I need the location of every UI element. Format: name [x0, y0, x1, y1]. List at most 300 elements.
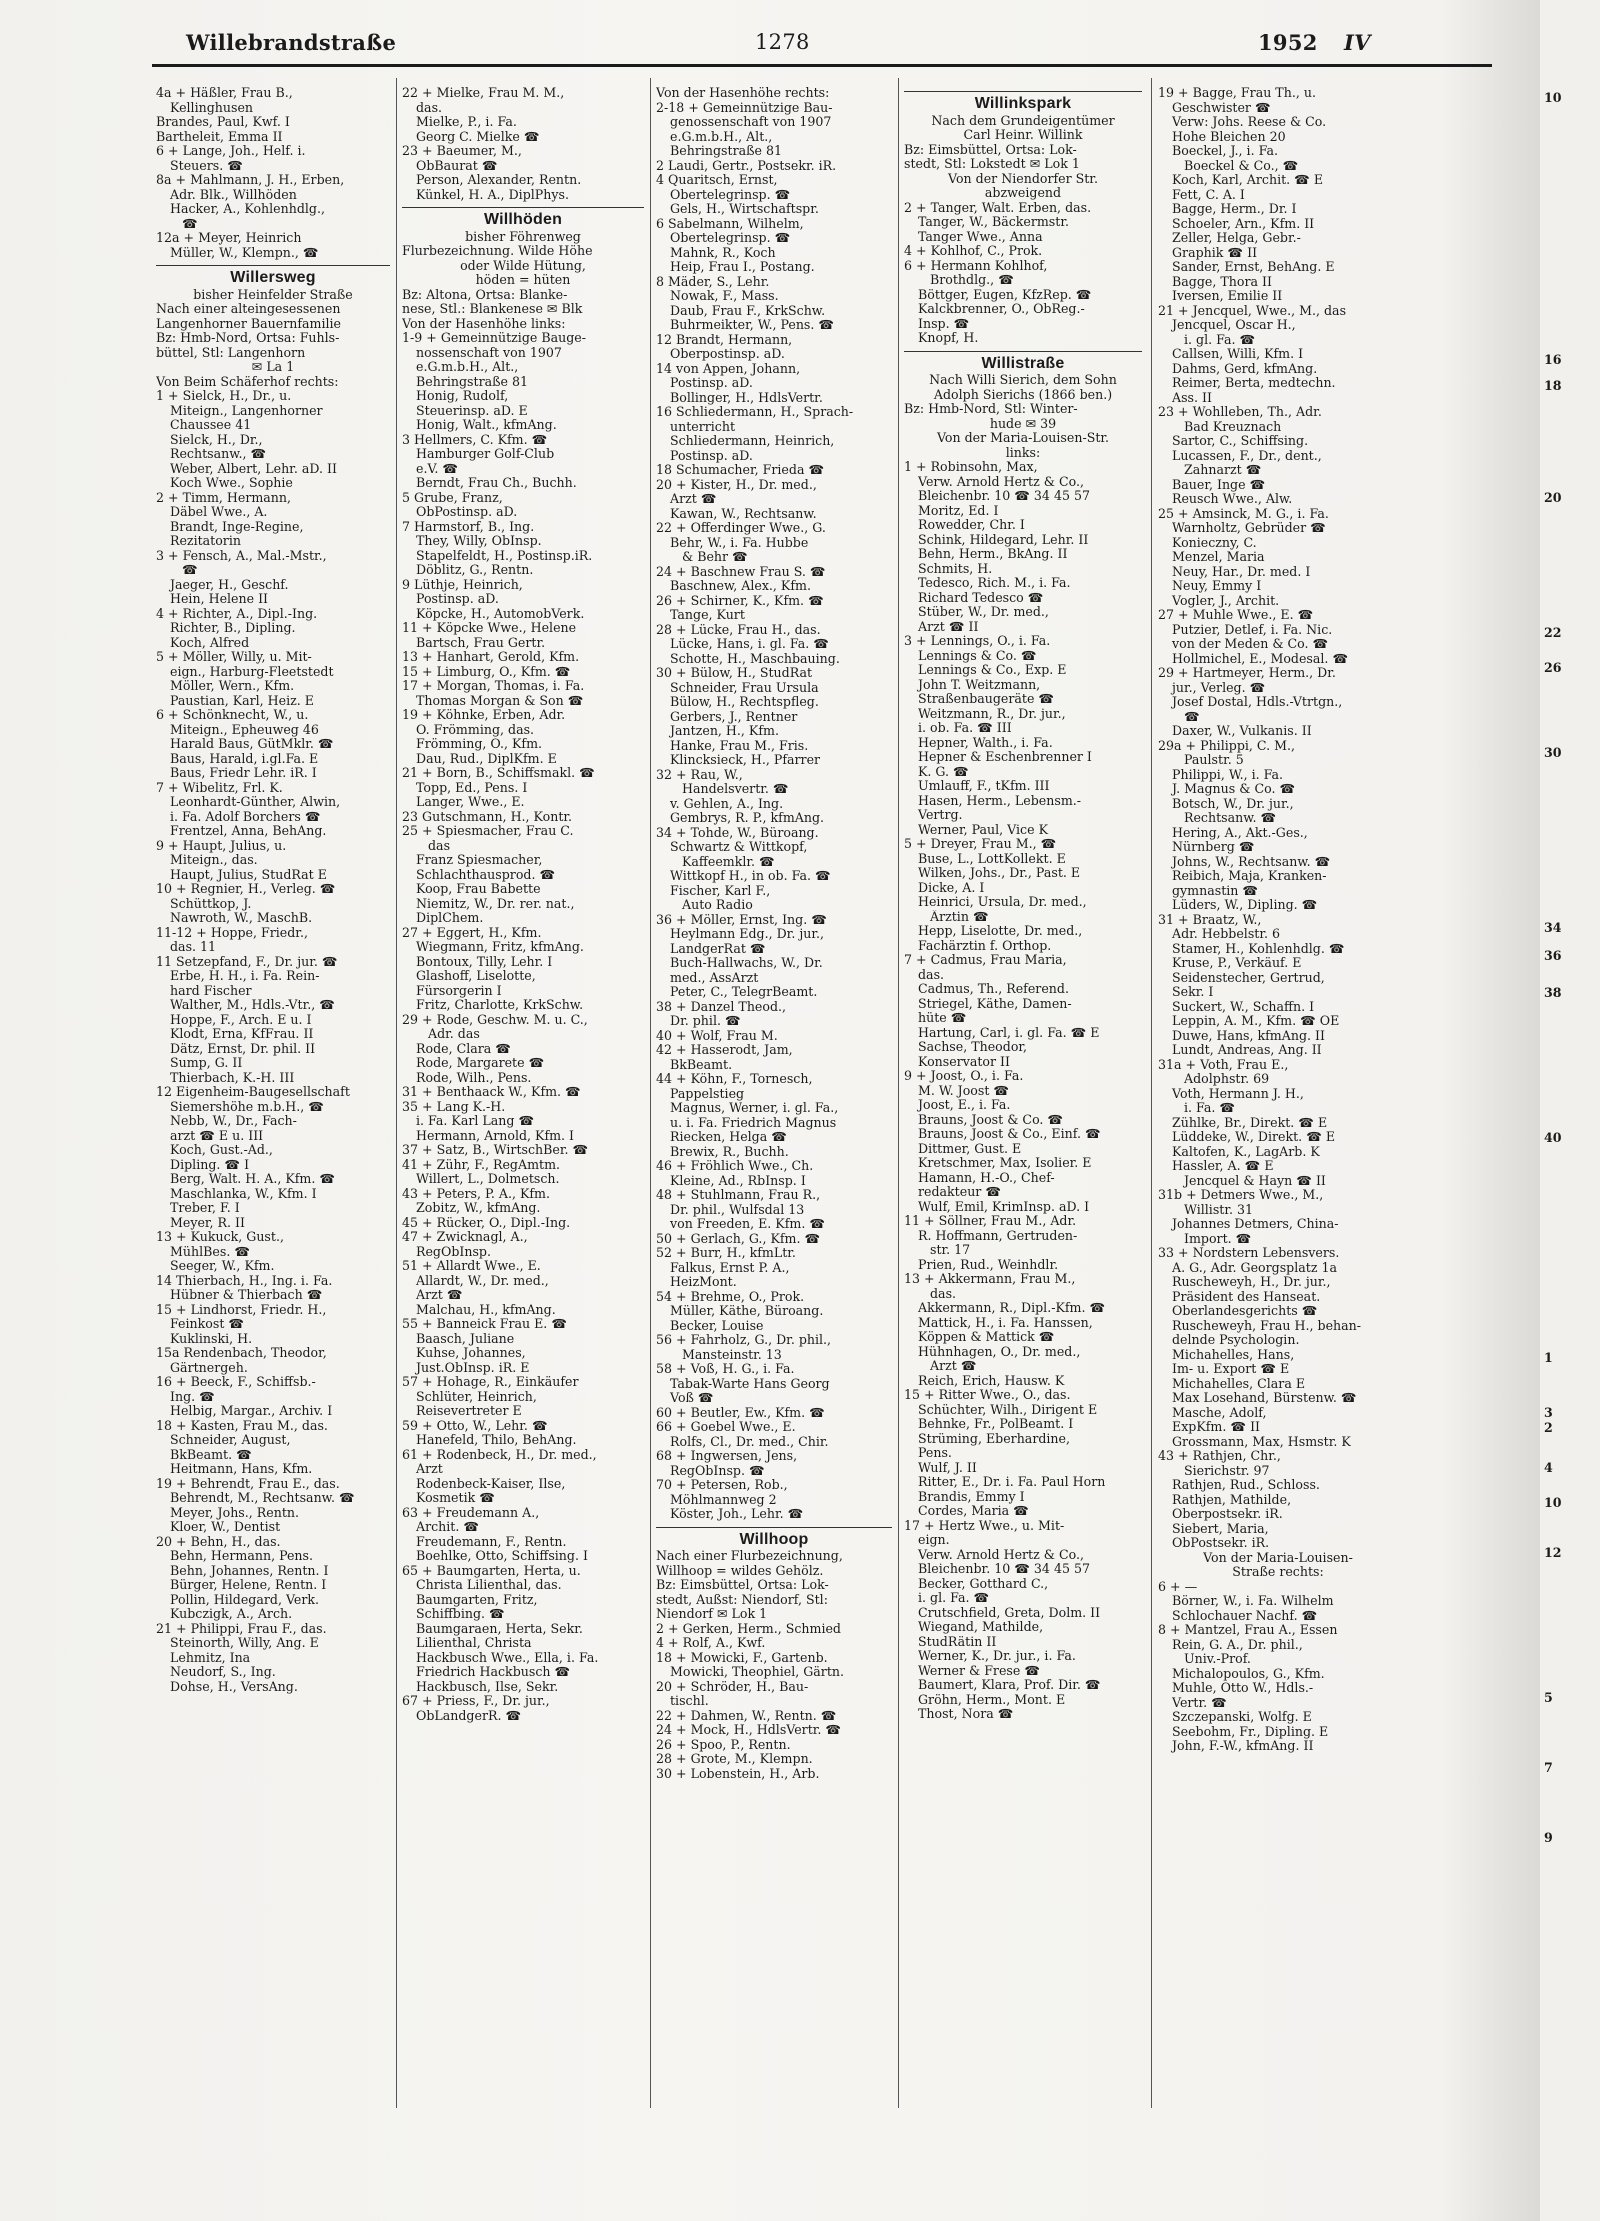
resident-line: Sartor, C., Schiffsing. [1172, 434, 1309, 448]
resident-line: Zeller, Helga, Gebr.- [1172, 231, 1301, 245]
house-entry: 11 + Köpcke Wwe., Helene [402, 621, 577, 635]
resident-line: das. 11 [170, 940, 217, 954]
resident-line: J. Magnus & Co. ☎ [1172, 782, 1296, 796]
resident-line: Umlauff, F., tKfm. III [918, 779, 1050, 793]
resident-line: Baumgaraen, Herta, Sekr. [416, 1621, 583, 1636]
resident-line: Obertelegrinsp. ☎ [670, 231, 791, 245]
resident-line: Klodt, Erna, KfFrau. II [170, 1027, 314, 1041]
resident-line: Nach Willi Sierich, dem Sohn [929, 373, 1117, 387]
house-entry: 57 + Hohage, R., Einkäufer [402, 1375, 579, 1389]
resident-line: Kretschmer, Max, Isolier. E [918, 1156, 1092, 1170]
resident-line: Paulstr. 5 [1184, 753, 1244, 767]
resident-line: Kellinghusen [170, 100, 254, 115]
house-entry: 59 + Otto, W., Lehr. ☎ [402, 1418, 548, 1433]
house-entry: Bz: Eimsbüttel, Ortsa: Lok- [904, 142, 1077, 157]
resident-line: Werner & Frese ☎ [918, 1663, 1041, 1678]
edge-fragment: 34 [1544, 920, 1562, 935]
resident-line: med., AssArzt [670, 970, 759, 985]
resident-line: Adolphstr. 69 [1184, 1072, 1270, 1086]
house-entry: 6 + Hermann Kohlhof, [904, 258, 1048, 273]
resident-line: Köppen & Mattick ☎ [918, 1330, 1055, 1344]
resident-line: e.G.m.b.H., Alt., [416, 360, 519, 374]
house-entry: büttel, Stl: Langenhorn [156, 345, 306, 360]
resident-line: Heitmann, Hans, Kfm. [170, 1462, 313, 1476]
resident-line: Hohe Bleichen 20 [1172, 129, 1286, 144]
resident-line: Dahms, Gerd, kfmAng. [1172, 361, 1318, 376]
resident-line: Seebohm, Fr., Dipling. E [1172, 1724, 1329, 1739]
resident-line: i. Fa. ☎ [1184, 1101, 1236, 1115]
resident-line: Dittmer, Gust. E [918, 1141, 1022, 1156]
edge-fragment: 38 [1544, 985, 1562, 1000]
resident-line: Mansteinstr. 13 [682, 1347, 782, 1362]
house-entry: 13 + Hanhart, Gerold, Kfm. [402, 650, 580, 664]
house-entry: 31 + Braatz, W., [1158, 912, 1262, 927]
house-entry: 56 + Fahrholz, G., Dr. phil., [656, 1333, 832, 1347]
resident-line: Weber, Albert, Lehr. aD. II [170, 461, 337, 476]
resident-line: Fürsorgerin I [416, 983, 502, 998]
resident-line: Seeger, W., Kfm. [170, 1259, 275, 1273]
resident-line: Arzt ☎ [670, 492, 717, 506]
edge-fragment: 7 [1544, 1760, 1553, 1775]
resident-line: Mowicki, Theophiel, Gärtn. [670, 1665, 845, 1679]
resident-line: Mattick, H., i. Fa. Hanssen, [918, 1315, 1093, 1330]
house-entry: 14 Thierbach, H., Ing. i. Fa. [156, 1273, 333, 1288]
resident-line: Suckert, W., Schaffn. I [1172, 999, 1315, 1014]
street-heading: Willersweg [230, 269, 316, 286]
resident-line: Konieczny, C. [1172, 535, 1257, 550]
edge-fragment: 36 [1544, 948, 1562, 963]
resident-line: Bagge, Thora II [1172, 274, 1272, 289]
house-entry: 21 + Jencquel, Wwe., M., das [1158, 303, 1347, 318]
resident-line: Magnus, Werner, i. gl. Fa., [670, 1101, 839, 1115]
resident-line: Brauns, Joost & Co. ☎ [918, 1112, 1064, 1127]
house-entry: 63 + Freudemann A., [402, 1505, 540, 1520]
resident-line: Schlochauer Nachf. ☎ [1172, 1608, 1318, 1623]
house-entry: 17 + Hertz Wwe., u. Mit- [904, 1518, 1065, 1533]
resident-line: Hermann, Arnold, Kfm. I [416, 1128, 575, 1143]
resident-line: Frömming, O., Kfm. [416, 737, 543, 751]
column-divider [650, 78, 651, 2108]
section-rule [904, 351, 1142, 352]
resident-line: Willert, L., Dolmetsch. [416, 1172, 560, 1186]
resident-line: Rode, Margarete ☎ [416, 1056, 545, 1070]
house-entry: Langenhorner Bauernfamilie [156, 316, 342, 331]
resident-line: Hanefeld, Thilo, BehAng. [416, 1433, 577, 1447]
resident-line: Max Losehand, Bürstenw. ☎ [1172, 1391, 1357, 1405]
resident-line: Köpcke, H., AutomobVerk. [416, 606, 585, 621]
resident-line: Werner, Paul, Vice K [918, 822, 1048, 837]
edge-fragment: 22 [1544, 625, 1562, 640]
house-entry: 4a + Häßler, Frau B., [156, 86, 293, 100]
edge-fragment: 10 [1544, 90, 1562, 105]
resident-line: Behr, W., i. Fa. Hubbe [670, 535, 809, 550]
resident-line: Dr. phil. ☎ [670, 1014, 741, 1028]
resident-line: Meyer, R. II [170, 1215, 245, 1230]
resident-line: Oberlandesgerichts ☎ [1172, 1304, 1318, 1318]
resident-line: Daub, Frau F., KrkSchw. [670, 303, 826, 318]
resident-line: Miteign., Epheuweg 46 [170, 722, 319, 737]
resident-line: Mielke, P., i. Fa. [416, 115, 517, 129]
resident-line: Boehlke, Otto, Schiffsing. I [416, 1549, 588, 1563]
house-entry: Nach einer Flurbezeichnung, [656, 1549, 843, 1563]
column-divider [396, 78, 397, 2108]
resident-line: Brandt, Inge-Regine, [170, 519, 304, 534]
column-divider [898, 78, 899, 2108]
house-entry: 11 Setzepfand, F., Dr. jur. ☎ [156, 954, 338, 969]
resident-line: Berg, Walt. H. A., Kfm. ☎ [170, 1172, 336, 1186]
resident-line: A. G., Adr. Georgsplatz 1a [1172, 1260, 1337, 1275]
resident-line: Lucassen, F., Dr., dent., [1172, 448, 1322, 463]
resident-line: Weitzmann, R., Dr. jur., [918, 706, 1066, 721]
section-rule [402, 207, 644, 208]
resident-line: Hoppe, F., Arch. E u. I [170, 1012, 312, 1027]
resident-line: Franz Spiesmacher, [416, 853, 543, 867]
resident-line: Cadmus, Th., Referend. [918, 982, 1069, 996]
house-entry: 15 + Limburg, O., Kfm. ☎ [402, 664, 571, 679]
resident-line: Haupt, Julius, StudRat E [170, 867, 327, 882]
resident-line: Johannes Detmers, China- [1172, 1217, 1339, 1231]
resident-line: Arzt ☎ [416, 1288, 463, 1302]
resident-line: Werner, K., Dr. jur., i. Fa. [918, 1649, 1076, 1663]
resident-line: Möller, Wern., Kfm. [170, 679, 295, 693]
house-entry: 23 + Wohlleben, Th., Adr. [1158, 405, 1322, 419]
resident-line: Cordes, Maria ☎ [918, 1504, 1029, 1518]
resident-line: Buch-Hallwachs, W., Dr. [670, 956, 823, 970]
resident-line: unterricht [670, 419, 736, 434]
resident-line: Rechtsanw. ☎ [1184, 811, 1277, 825]
resident-line: Pens. [918, 1446, 952, 1460]
resident-line: Mahnk, R., Koch [670, 245, 776, 260]
resident-line: Behrendt, M., Rechtsanw. ☎ [170, 1491, 355, 1505]
resident-line: Vogler, J., Archit. [1172, 593, 1280, 608]
house-entry: 22 + Dahmen, W., Rentn. ☎ [656, 1708, 837, 1723]
resident-line: Riecken, Helga ☎ [670, 1130, 787, 1144]
resident-line: Buhrmeikter, W., Pens. ☎ [670, 318, 835, 332]
resident-line: Ruscheweyh, H., Dr. jur., [1172, 1275, 1331, 1289]
resident-line: Malchau, H., kfmAng. [416, 1302, 556, 1317]
house-entry: 50 + Gerlach, G., Kfm. ☎ [656, 1231, 821, 1246]
resident-line: Reich, Erich, Hausw. K [918, 1373, 1065, 1388]
resident-line: Dr. phil., Wulfsdal 13 [670, 1202, 805, 1217]
resident-line: Rode, Clara ☎ [416, 1041, 511, 1056]
resident-line: Rowedder, Chr. I [918, 518, 1025, 532]
resident-line: Oberpostinsp. aD. [670, 347, 785, 361]
resident-line: e.G.m.b.H., Alt., [670, 129, 773, 144]
house-entry: 5 + Dreyer, Frau M., ☎ [904, 837, 1057, 851]
resident-line: ExpKfm. ☎ II [1172, 1420, 1261, 1434]
resident-line: eign. [918, 1533, 950, 1547]
house-entry: 66 + Goebel Wwe., E. [656, 1420, 796, 1434]
house-entry: 6 + Schönknecht, W., u. [156, 708, 309, 722]
resident-line: Friedrich Hackbusch ☎ [416, 1665, 571, 1679]
resident-line: Hepp, Liselotte, Dr. med., [918, 924, 1083, 938]
resident-line: Voß ☎ [670, 1391, 714, 1405]
resident-line: Honig, Rudolf, [416, 389, 509, 403]
house-entry: 2 + Gerken, Herm., Schmied [656, 1621, 841, 1636]
house-entry: 47 + Zwicknagl, A., [402, 1230, 528, 1244]
resident-line: Schwartz & Wittkopf, [670, 840, 808, 854]
resident-line: John, F.-W., kfmAng. II [1172, 1739, 1314, 1753]
resident-line: das. [416, 100, 443, 115]
resident-line: Von der Niendorfer Str. [948, 171, 1098, 186]
resident-line: Schüttkop, J. [170, 896, 252, 911]
resident-line: Peter, C., TelegrBeamt. [670, 985, 818, 999]
resident-line: Zahnarzt ☎ [1184, 463, 1262, 477]
resident-line: Insp. ☎ [918, 316, 970, 331]
resident-line: R. Hoffmann, Gertruden- [918, 1228, 1078, 1243]
resident-line: Bontoux, Tilly, Lehr. I [416, 954, 553, 969]
resident-line: links: [1005, 445, 1041, 460]
resident-line: MühlBes. ☎ [170, 1244, 251, 1259]
resident-line: Bauer, Inge ☎ [1172, 477, 1266, 492]
house-entry: 18 + Kasten, Frau M., das. [156, 1418, 328, 1433]
resident-line: Verw. Arnold Hertz & Co., [918, 1547, 1084, 1562]
resident-line: das. [918, 967, 945, 982]
resident-line: Ruscheweyh, Frau H., behan- [1172, 1318, 1362, 1333]
edge-fragment: 10 [1544, 1495, 1562, 1510]
house-entry: 31a + Voth, Frau E., [1158, 1057, 1289, 1072]
house-entry: 29 + Hartmeyer, Herm., Dr. [1158, 666, 1336, 680]
resident-line: Sump, G. II [170, 1056, 243, 1070]
house-entry: Brandes, Paul, Kwf. I [156, 115, 290, 129]
resident-line: höden = hüten [475, 273, 571, 287]
resident-line: Behringstraße 81 [670, 144, 782, 158]
house-entry: 67 + Priess, F., Dr. jur., [402, 1694, 550, 1708]
resident-line: Sachse, Theodor, [918, 1040, 1028, 1054]
house-entry: 19 + Bagge, Frau Th., u. [1158, 86, 1316, 100]
resident-line: Botsch, W., Dr. jur., [1172, 796, 1294, 811]
resident-line: Gärtnergeh. [170, 1360, 248, 1375]
house-entry: 6 + — [1158, 1579, 1198, 1594]
resident-line: Behnke, Fr., PolBeamt. I [918, 1417, 1074, 1431]
resident-line: Sierichstr. 97 [1184, 1463, 1270, 1478]
resident-line: Präsident des Hanseat. [1172, 1289, 1321, 1304]
house-entry: 31 + Benthaack W., Kfm. ☎ [402, 1085, 581, 1099]
resident-line: Lücke, Hans, i. gl. Fa. ☎ [670, 637, 829, 651]
resident-line: Vertrg. [918, 808, 963, 822]
resident-line: Von der Maria-Louisen-Str. [936, 431, 1110, 445]
resident-line: Rolfs, Cl., Dr. med., Chir. [670, 1434, 829, 1449]
house-entry: 14 von Appen, Johann, [656, 361, 801, 376]
house-entry: 6 Sabelmann, Wilhelm, [656, 216, 804, 231]
resident-line: ☎ [1184, 709, 1200, 724]
resident-line: Thost, Nora ☎ [918, 1707, 1014, 1721]
house-entry: 25 + Spiesmacher, Frau C. [402, 824, 574, 838]
resident-line: das. [930, 1286, 957, 1301]
resident-line: i. gl. Fa. ☎ [918, 1591, 990, 1605]
resident-line: Kubczigk, A., Arch. [170, 1607, 293, 1621]
resident-line: Döblitz, G., Rentn. [416, 563, 534, 577]
edge-fragment: 5 [1544, 1690, 1553, 1705]
house-entry: 45 + Rücker, O., Dipl.-Ing. [402, 1215, 571, 1230]
resident-line: Wulf, J. II [918, 1460, 977, 1475]
resident-line: Import. ☎ [1184, 1231, 1252, 1246]
resident-line: Walther, M., Hdls.-Vtr., ☎ [170, 998, 335, 1012]
resident-line: Koch, Gust.-Ad., [170, 1143, 273, 1157]
resident-line: Frentzel, Anna, BehAng. [170, 824, 327, 838]
house-entry: 43 + Rathjen, Chr., [1158, 1449, 1281, 1463]
house-entry: 37 + Satz, B., WirtschBer. ☎ [402, 1143, 589, 1157]
house-entry: 2 + Timm, Hermann, [156, 490, 292, 505]
resident-line: Reimer, Berta, medtechn. [1172, 376, 1336, 390]
resident-line: Kaltofen, K., LagArb. K [1172, 1144, 1320, 1159]
resident-line: Pappelstieg [670, 1086, 745, 1101]
resident-line: Falkus, Ernst P. A., [670, 1260, 790, 1275]
house-entry: 11 + Söllner, Frau M., Adr. [904, 1214, 1077, 1228]
resident-line: Becker, Louise [670, 1318, 764, 1333]
resident-line: Bülow, H., Rechtspfleg. [670, 695, 819, 709]
house-entry: 24 + Mock, H., HdlsVertr. ☎ [656, 1723, 842, 1737]
house-entry: Bartheleit, Emma II [156, 129, 283, 144]
resident-line: Johns, W., Rechtsanw. ☎ [1172, 854, 1331, 869]
resident-line: Steuers. ☎ [170, 158, 243, 173]
resident-line: Hackbusch Wwe., Ella, i. Fa. [416, 1650, 599, 1665]
resident-line: BkBeamt. [670, 1057, 733, 1072]
house-entry: 2 Laudi, Gertr., Postsekr. iR. [656, 158, 837, 173]
resident-line: i. gl. Fa. ☎ [1184, 332, 1256, 347]
resident-line: Gröhn, Herm., Mont. E [918, 1692, 1066, 1707]
resident-line: Miteign., Langenhorner [170, 403, 323, 418]
resident-line: Bagge, Herm., Dr. I [1172, 202, 1297, 216]
house-entry: 30 + Lobenstein, H., Arb. [656, 1766, 820, 1781]
resident-line: ObBaurat ☎ [416, 158, 498, 173]
resident-line: Obertelegrinsp. ☎ [670, 187, 791, 202]
resident-line: Lundt, Andreas, Ang. II [1172, 1043, 1322, 1057]
house-entry: 52 + Burr, H., kfmLtr. [656, 1246, 796, 1260]
house-entry: 16 + Beeck, F., Schiffsb.- [156, 1375, 316, 1389]
house-entry: 20 + Kister, H., Dr. med., [656, 477, 817, 492]
resident-line: Postinsp. aD. [670, 448, 753, 463]
resident-line: Carl Heinr. Willink [963, 128, 1083, 142]
house-entry: 27 + Eggert, H., Kfm. [402, 925, 542, 940]
resident-line: ☎ [182, 563, 198, 577]
resident-line: nossenschaft von 1907 [416, 345, 562, 360]
resident-line: Kleine, Ad., RbInsp. I [670, 1173, 806, 1188]
house-entry: Bz: Altona, Ortsa: Blanke- [402, 287, 568, 302]
resident-line: Nebb, W., Dr., Fach- [170, 1114, 297, 1128]
resident-line: Siemershöhe m.b.H., ☎ [170, 1099, 324, 1114]
resident-line: Moritz, Ed. I [918, 503, 999, 518]
house-entry: 46 + Fröhlich Wwe., Ch. [656, 1159, 814, 1173]
house-entry: Niendorf ✉ Lok 1 [656, 1607, 768, 1621]
resident-line: Josef Dostal, Hdls.-Vtrtgn., [1172, 695, 1343, 709]
resident-line: Boeckel, J., i. Fa. [1172, 144, 1278, 158]
edge-fragment: 4 [1544, 1460, 1553, 1475]
resident-line: Schotte, H., Maschbauing. [670, 651, 840, 666]
edge-fragment: 12 [1544, 1545, 1562, 1560]
resident-line: Schiffbing. ☎ [416, 1607, 505, 1621]
resident-line: Koch, Karl, Archit. ☎ E [1172, 173, 1324, 187]
resident-line: Jencquel, Oscar H., [1172, 318, 1296, 332]
resident-line: Schlachthausprod. ☎ [416, 867, 556, 882]
resident-line: eign., Harburg-Fleetstedt [170, 664, 334, 679]
house-entry: 27 + Muhle Wwe., E. ☎ [1158, 608, 1314, 622]
house-entry: 36 + Möller, Ernst, Ing. ☎ [656, 912, 827, 927]
resident-line: Wulf, Emil, KrimInsp. aD. I [918, 1199, 1090, 1214]
resident-line: Philippi, W., i. Fa. [1172, 767, 1284, 782]
resident-line: Topp, Ed., Pens. I [416, 780, 528, 795]
house-entry: 15a Rendenbach, Theodor, [156, 1346, 327, 1360]
house-entry: 6 + Lange, Joh., Helf. i. [156, 144, 306, 158]
resident-line: Steuerinsp. aD. E [416, 403, 528, 418]
resident-line: Lehmitz, Ina [170, 1650, 251, 1665]
resident-line: M. W. Joost ☎ [918, 1083, 1010, 1098]
resident-line: Lilienthal, Christa [416, 1636, 532, 1650]
house-entry: 7 + Cadmus, Frau Maria, [904, 953, 1067, 967]
resident-line: Vertr. ☎ [1172, 1695, 1227, 1710]
resident-line: Iversen, Emilie II [1172, 289, 1283, 303]
resident-line: Hühnhagen, O., Dr. med., [918, 1344, 1081, 1359]
resident-line: Brewix, R., Buchh. [670, 1144, 789, 1159]
house-entry: 33 + Nordstern Lebensvers. [1158, 1246, 1340, 1260]
house-entry: 44 + Köhn, F., Tornesch, [656, 1072, 813, 1086]
house-entry: 11-12 + Hoppe, Friedr., [156, 925, 308, 940]
resident-line: Kawan, W., Rechtsanw. [670, 506, 817, 521]
resident-line: Fett, C. A. I [1172, 187, 1245, 202]
resident-line: Michahelles, Hans, [1172, 1347, 1295, 1362]
house-entry: 54 + Brehme, O., Prok. [656, 1289, 805, 1304]
resident-line: Univ.-Prof. [1184, 1652, 1251, 1666]
house-entry: 8 Mäder, S., Lehr. [656, 274, 770, 289]
resident-line: Brandis, Emmy I [918, 1489, 1025, 1504]
resident-line: Schmits, H. [918, 561, 993, 576]
resident-line: Rathjen, Mathilde, [1172, 1492, 1292, 1507]
edge-fragment: 2 [1544, 1420, 1553, 1435]
resident-line: Börner, W., i. Fa. Wilhelm [1172, 1594, 1334, 1608]
house-entry: Bz: Hmb-Nord, Stl: Winter- [904, 402, 1078, 416]
house-entry: 12a + Meyer, Heinrich [156, 231, 302, 245]
resident-line: Jantzen, H., Kfm. [670, 724, 779, 738]
resident-line: Müller, Käthe, Büroang. [670, 1304, 824, 1318]
house-entry: 41 + Zühr, F., RegAmtm. [402, 1157, 561, 1172]
resident-line: Stapelfeldt, H., Postinsp.iR. [416, 548, 593, 563]
resident-line: Daxer, W., Vulkanis. II [1172, 724, 1312, 738]
edge-fragment: 40 [1544, 1130, 1562, 1145]
resident-line: str. 17 [930, 1243, 971, 1257]
resident-line: Hassler, A. ☎ E [1172, 1159, 1274, 1173]
resident-line: Graphik ☎ II [1172, 245, 1258, 260]
resident-line: Baumert, Klara, Prof. Dir. ☎ [918, 1678, 1101, 1692]
resident-line: Hamburger Golf-Club [416, 447, 555, 461]
resident-line: Adr. Blk., Willhöden [170, 187, 297, 202]
resident-line: Dohse, H., VersAng. [170, 1679, 298, 1694]
resident-line: Möhlmannweg 2 [670, 1492, 777, 1507]
resident-line: Georg C. Mielke ☎ [416, 129, 540, 144]
house-entry: Von der Hasenhöhe links: [402, 316, 566, 331]
resident-line: Gels, H., Wirtschaftspr. [670, 202, 819, 216]
resident-line: Harald Baus, GütMklr. ☎ [170, 737, 334, 751]
house-entry: 40 + Wolf, Frau M. [656, 1028, 778, 1043]
resident-line: Brothdlg., ☎ [930, 273, 1014, 287]
house-entry: 3 + Fensch, A., Mal.-Mstr., [156, 548, 327, 563]
resident-line: Heinrici, Ursula, Dr. med., [918, 895, 1087, 909]
resident-line: Stamer, H., Kohlenhdlg. ☎ [1172, 941, 1345, 956]
resident-line: Rein, G. A., Dr. phil., [1172, 1637, 1303, 1652]
house-entry: 34 + Tohde, W., Büroang. [656, 825, 819, 840]
resident-line: Schüchter, Wilh., Dirigent E [918, 1402, 1098, 1417]
house-entry: 13 + Akkermann, Frau M., [904, 1272, 1076, 1286]
edge-fragment: 26 [1544, 660, 1562, 675]
adjacent-page-edge [1540, 0, 1600, 2221]
resident-line: Postinsp. aD. [416, 592, 499, 606]
section-rule [904, 91, 1142, 92]
resident-line: Kuklinski, H. [170, 1331, 253, 1346]
resident-line: Muhle, Otto W., Hdls.- [1172, 1681, 1314, 1695]
resident-line: Thomas Morgan & Son ☎ [416, 693, 584, 708]
resident-line: Behn, Herm., BkAng. II [918, 547, 1068, 561]
resident-line: Duwe, Hans, kfmAng. II [1172, 1028, 1325, 1043]
resident-line: Baasch, Juliane [416, 1331, 515, 1346]
